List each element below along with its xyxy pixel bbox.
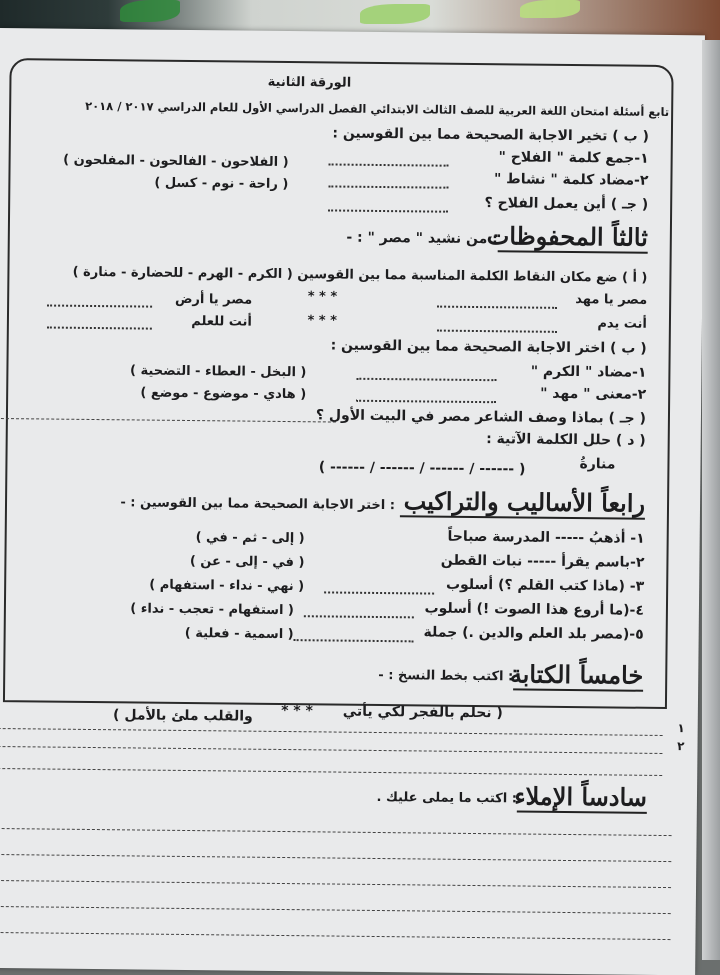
plant-leaf bbox=[520, 0, 580, 18]
poem-line2-left: أنت للعلم bbox=[191, 314, 253, 330]
question-c: ( جـ ) أين يعمل الفلاح ؟ bbox=[484, 195, 649, 213]
poem-line1-right: مصر يا مهد bbox=[575, 292, 648, 308]
stars: * * * bbox=[307, 313, 338, 329]
section6-subtitle: : اكتب ما يملى عليك . bbox=[376, 789, 518, 807]
stars: * * * bbox=[307, 289, 338, 305]
section5-title: خامساً الكتابة bbox=[509, 659, 644, 690]
verse-stars: * * * bbox=[281, 702, 313, 720]
section3-b2: ٢-معنى " مهد " bbox=[540, 385, 647, 403]
section4-item4: ٤-(ما أروع هذا الصوت !) أسلوب bbox=[424, 600, 645, 619]
section4-item4-choices: ( استفهام - تعجب - نداء ) bbox=[130, 601, 294, 619]
section5-subtitle: : اكتب بخط النسخ : - bbox=[378, 667, 514, 685]
dictation-line[interactable] bbox=[0, 906, 671, 914]
sheet-label: الورقة الثانية bbox=[267, 74, 352, 91]
question-b-item2: ٢-مضاد كلمة " نشاط " bbox=[493, 171, 649, 189]
section3-b1: ١-مضاد " الكرم " bbox=[530, 363, 647, 381]
analysis-blanks[interactable]: ( ------ / ------ / ------ / ------ ) bbox=[318, 459, 526, 478]
poem-line2-right: أنت يدم bbox=[597, 316, 648, 332]
section4-title: رابعاً الأساليب والتراكيب bbox=[400, 486, 645, 520]
analysis-word: منارةُ bbox=[579, 456, 616, 473]
dictation-line[interactable] bbox=[0, 828, 672, 836]
section3-b-instruction: ( ب ) اختر الاجابة الصحيحة مما بين القوسين : bbox=[330, 337, 647, 357]
section3-a-instruction: ( أ ) ضع مكان النقاط الكلمة المناسبة مما بين القوسين ( الكرم - الهرم - للحضارة - منارة ) bbox=[72, 264, 648, 286]
question-b-instruction: ( ب ) تخير الاجابة الصحيحة مما بين القوسين : bbox=[332, 125, 649, 145]
dictation-line[interactable] bbox=[0, 880, 671, 888]
writing-line[interactable] bbox=[0, 768, 662, 776]
section3-b2-choices: ( هادي - موضوع - موضع ) bbox=[140, 385, 307, 403]
plant-leaf bbox=[120, 0, 180, 22]
verse-left: والقلب ملئ بالأمل ) bbox=[113, 707, 253, 725]
verse-right: ( نحلم بالفجر لكي يأتي bbox=[342, 703, 503, 722]
section4-item5: ٥-(مصر بلد العلم والدين .) جملة bbox=[423, 624, 644, 643]
section4-item5-choices: ( اسمية - فعلية ) bbox=[184, 625, 294, 643]
section3-d: ( د ) حلل الكلمة الآتية : bbox=[486, 431, 646, 449]
writing-line[interactable] bbox=[0, 746, 662, 754]
exam-paper bbox=[0, 28, 705, 975]
section4-subtitle: : اختر الاجابة الصحيحة مما بين القوسين : - bbox=[120, 495, 396, 514]
paper-stack-edge bbox=[702, 40, 720, 960]
section4-item2-choices: ( في - إلى - عن ) bbox=[189, 554, 305, 571]
section3-title: ثالثاً المحفوظات bbox=[486, 221, 648, 252]
exam-title: تابع أسئلة امتحان اللغة العربية للصف الثالث الابتدائي الفصل الدراسي الأول للعام الدراسي ٢٠١٧ / ٢٠١٨ bbox=[85, 98, 670, 120]
section4-item3-choices: ( نهي - نداء - استفهام ) bbox=[149, 577, 305, 595]
question-b-item2-choices: ( راحة - نوم - كسل ) bbox=[154, 175, 289, 193]
plant-leaf bbox=[360, 4, 430, 24]
section3-b1-choices: ( البخل - العطاء - التضحية ) bbox=[130, 363, 307, 381]
writing-line[interactable] bbox=[0, 728, 663, 736]
writing-line-number: ١ bbox=[677, 721, 685, 736]
section4-item3: ٣- (ماذا كتب القلم ؟) أسلوب bbox=[445, 576, 645, 595]
section3-c: ( جـ ) بماذا وصف الشاعر مصر في البيت الأول ؟ bbox=[315, 407, 647, 427]
question-b-item1-choices: ( الفلاحون - الفالحون - المفلحون ) bbox=[63, 152, 289, 171]
section4-item2: ٢-باسم يقرأ ----- نبات القطن bbox=[440, 552, 645, 571]
section4-item1: ١- أذهبُ ----- المدرسة صباحاً bbox=[447, 528, 645, 547]
dictation-line[interactable] bbox=[0, 932, 670, 940]
question-b-item1: ١-جمع كلمة " الفلاح " bbox=[498, 149, 649, 167]
dictation-line[interactable] bbox=[0, 854, 671, 862]
section3-subtitle: : من نشيد " مصر " : - bbox=[346, 229, 498, 248]
section4-item1-choices: ( إلى - ثم - في ) bbox=[195, 530, 305, 547]
section6-title: سادساً الإملاء bbox=[514, 781, 648, 812]
poem-line1-left: مصر يا أرض bbox=[174, 291, 253, 308]
writing-line-number: ٢ bbox=[677, 739, 685, 754]
